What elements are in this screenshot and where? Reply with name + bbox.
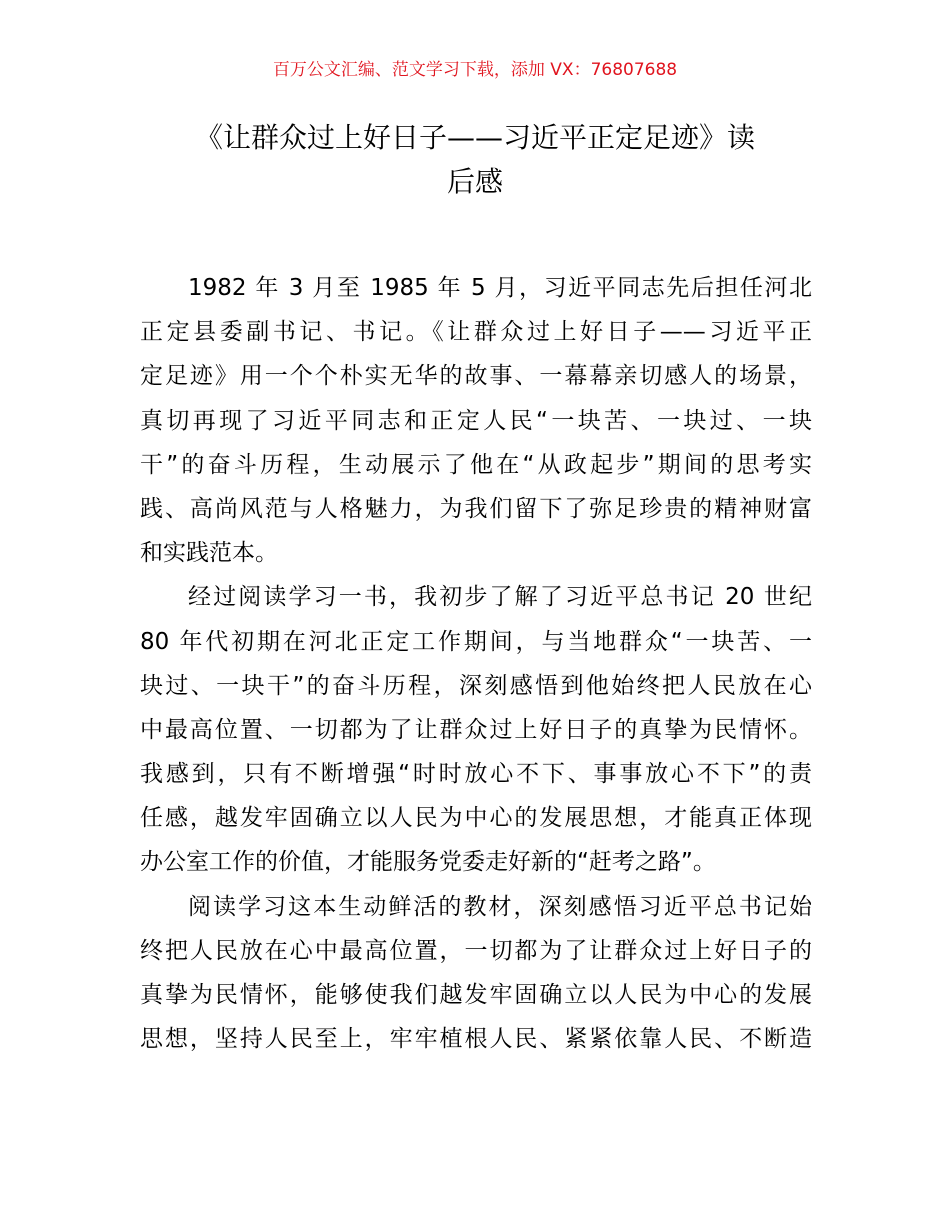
text-line: 和实践范本。 — [140, 540, 278, 567]
text-line: 真切再现了习近平同志和正定人民“一块苦、一块过、一块 — [140, 407, 812, 434]
text-line: 1982 年 3 月至 1985 年 5 月，习近平同志先后担任河北 — [188, 275, 812, 301]
text-line: 真挚为民情怀，能够使我们越发牢固确立以人民为中心的发展 — [140, 982, 812, 1008]
text-line: 践、高尚风范与人格魅力，为我们留下了弥足珍贵的精神财富 — [140, 495, 812, 522]
document-body — [140, 266, 812, 1061]
text-line: 终把人民放在心中最高位置，一切都为了让群众过上好日子的 — [140, 937, 812, 964]
text-line: 正定县委副书记、书记。《让群众过上好日子——习近平正 — [140, 319, 812, 346]
promo-banner: 百万公文汇编、范文学习下载，添加 VX：76807688 — [272, 60, 678, 80]
text-line: 思想，坚持人民至上，牢牢植根人民、紧紧依靠人民、不断造 — [140, 1026, 812, 1053]
text-line: 我感到，只有不断增强“时时放心不下、事事放心不下”的责 — [140, 761, 812, 788]
paragraph-2 — [140, 575, 812, 884]
text-line: 定足迹》用一个个朴实无华的故事、一幕幕亲切感人的场景， — [140, 363, 812, 390]
paragraph-3 — [140, 885, 812, 1062]
text-line: 干”的奋斗历程，生动展示了他在“从政起步”期间的思考实 — [140, 451, 812, 478]
document-title — [100, 116, 850, 204]
text-line: 阅读学习这本生动鲜活的教材，深刻感悟习近平总书记始 — [188, 893, 812, 920]
text-line: 80 年代初期在河北正定工作期间，与当地群众“一块苦、一 — [140, 628, 812, 655]
text-line: 块过、一块干”的奋斗历程，深刻感悟到他始终把人民放在心 — [140, 672, 812, 699]
text-line: 中最高位置、一切都为了让群众过上好日子的真挚为民情怀。 — [140, 716, 812, 743]
text-line: 办公室工作的价值，才能服务党委走好新的“赶考之路”。 — [140, 849, 716, 876]
paragraph-1 — [140, 266, 812, 575]
text-line: 经过阅读学习一书，我初步了解了习近平总书记 20 世纪 — [188, 584, 812, 611]
title-line-2: 后感 — [446, 165, 503, 198]
text-line: 任感，越发牢固确立以人民为中心的发展思想，才能真正体现 — [140, 805, 812, 832]
title-line-1: 《让群众过上好日子——习近平正定足迹》读 — [194, 121, 755, 154]
